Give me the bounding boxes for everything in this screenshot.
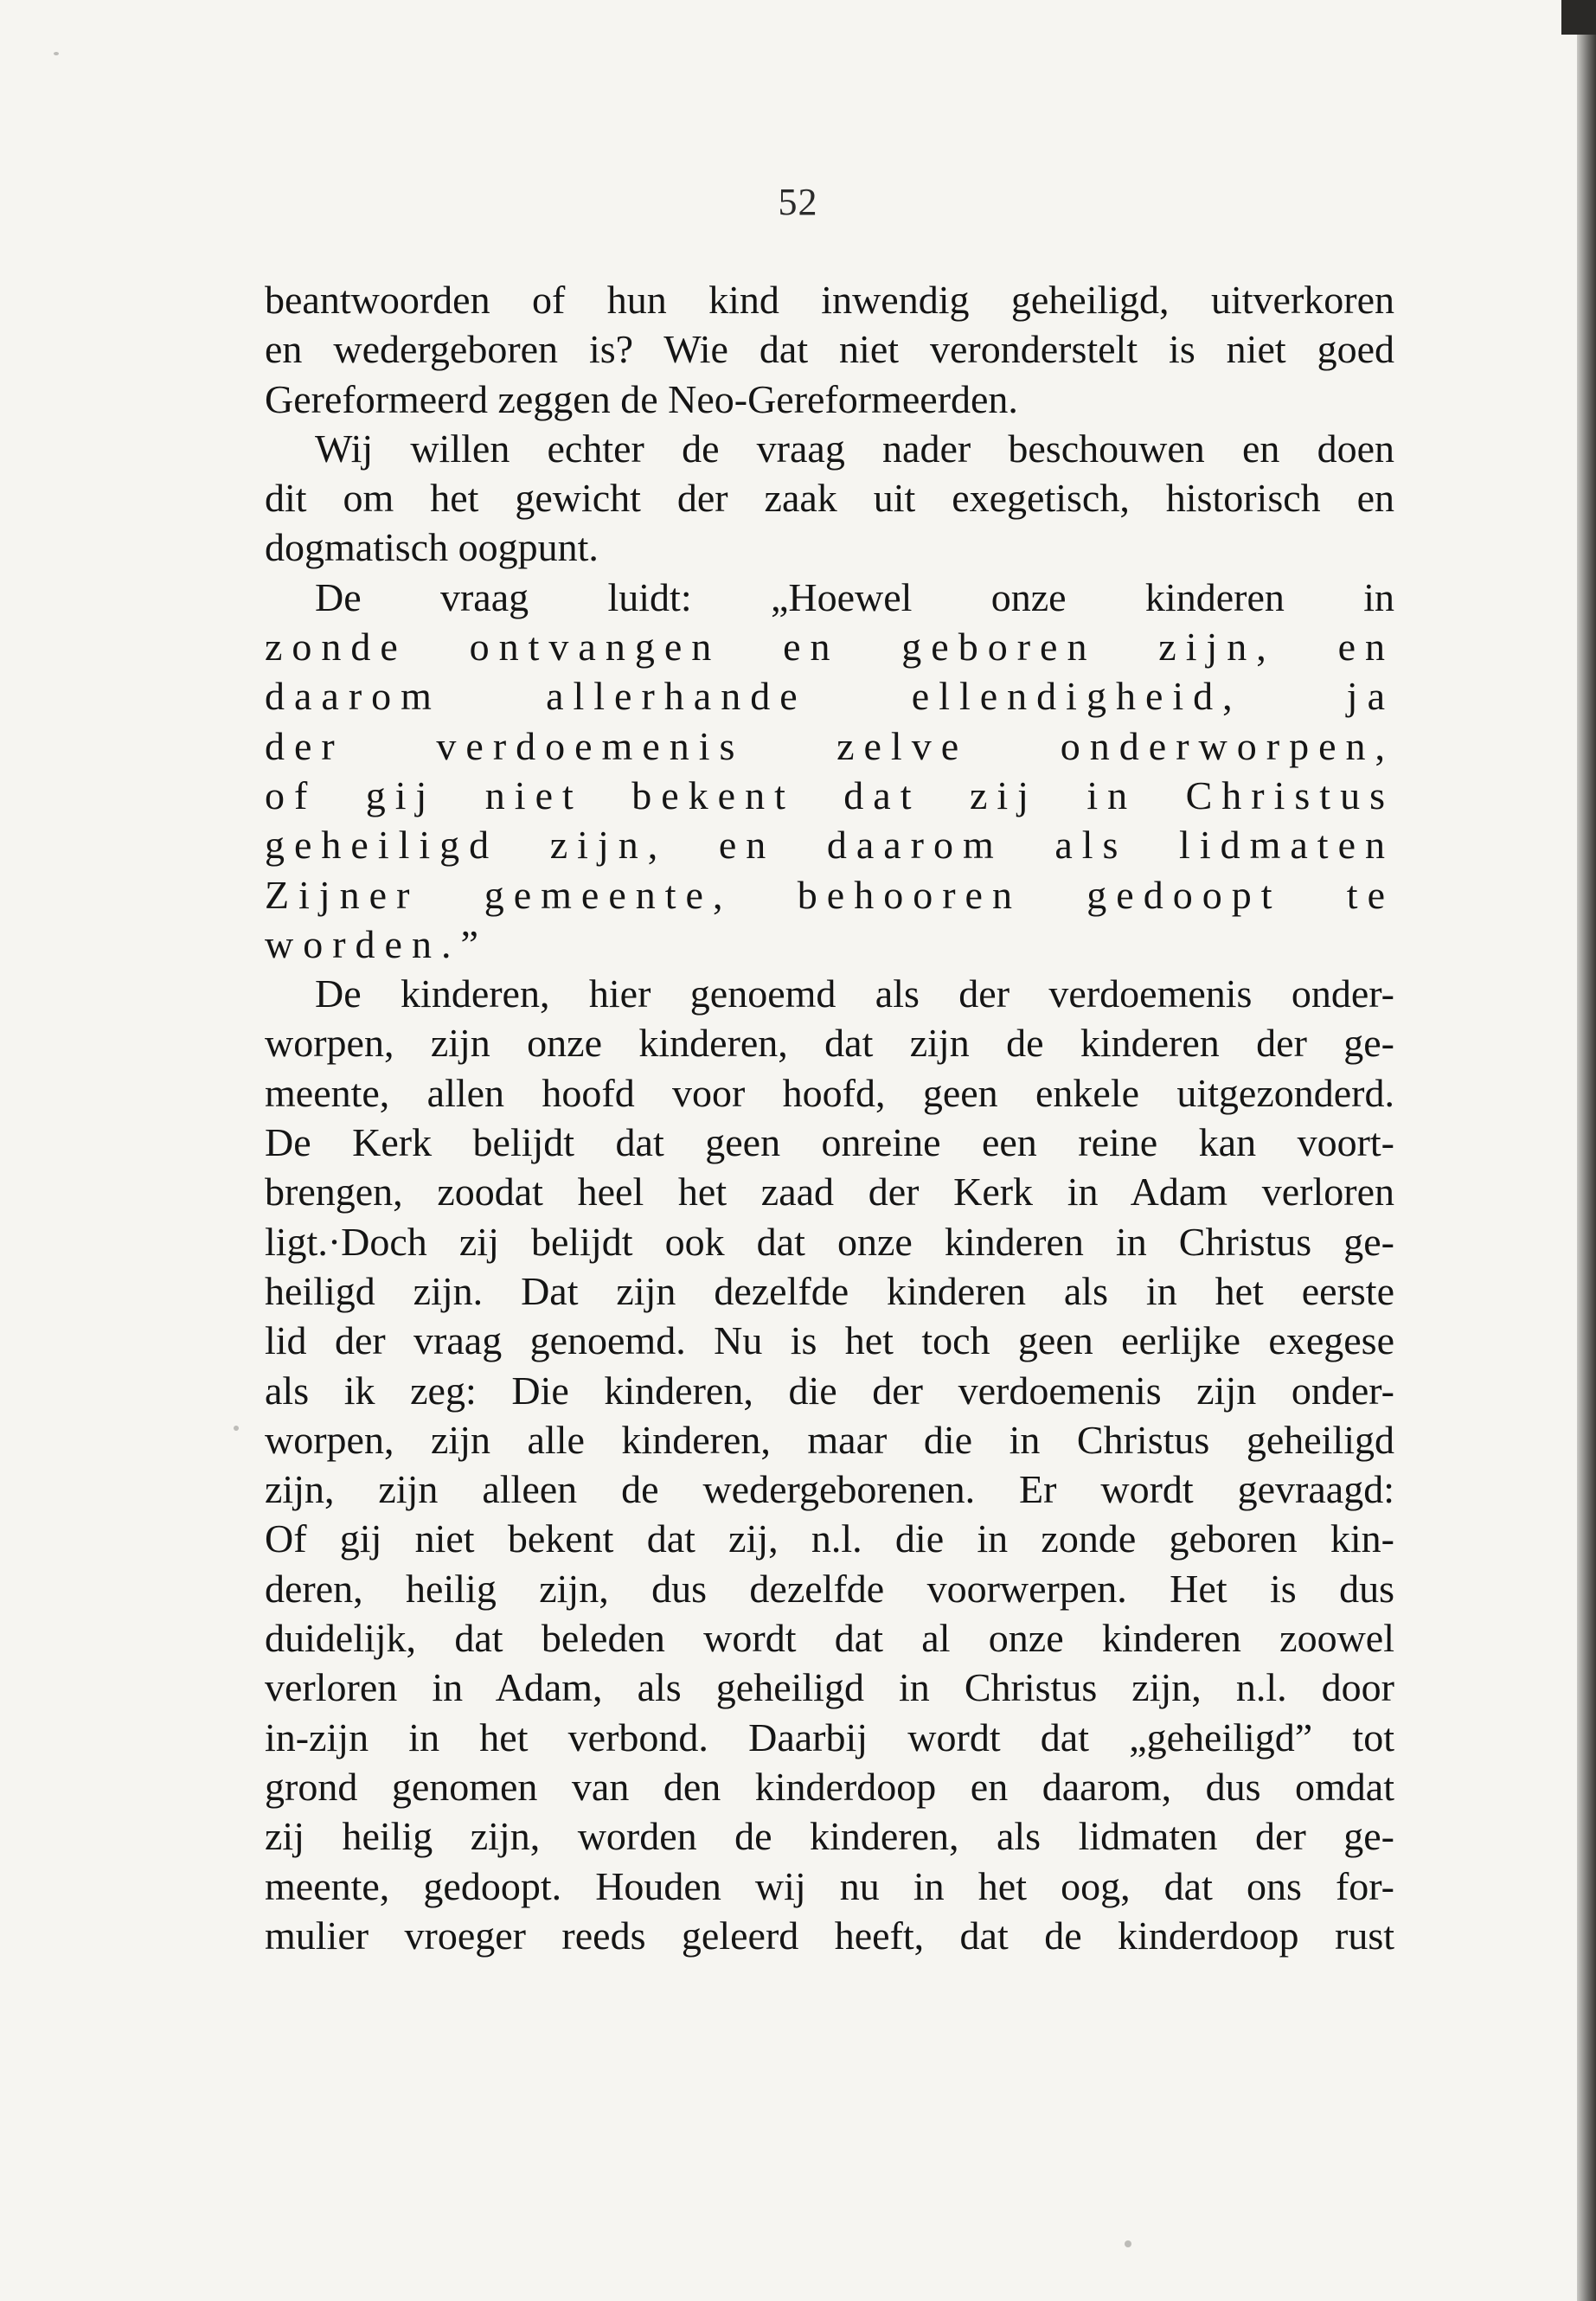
text-line: in-zijn in het verbond. Daarbij wordt dat „geheiligd” tot [265, 1715, 1394, 1759]
text-line: dogmatisch oogpunt. [265, 525, 599, 570]
text-line: verloren in Adam, als geheiligd in Christus zijn, n.l. door [265, 1665, 1394, 1710]
text-line: Wij willen echter de vraag nader beschouwen en doen [315, 426, 1394, 471]
text-line: De vraag luidt: „Hoewel onze kinderen in [315, 574, 1394, 619]
text-line: of gij niet bekent dat zij in Christus [265, 772, 1394, 817]
text-line: heiligd zijn. Dat zijn dezelfde kinderen als in het eerste [265, 1268, 1394, 1313]
text-line: zijn, zijn alleen de wedergeborenen. Er wordt gevraagd: [265, 1467, 1394, 1512]
text-line: ligt.·Doch zij belijdt ook dat onze kinderen in Christus ge- [265, 1219, 1394, 1264]
text-line: als ik zeg: Die kinderen, die der verdoemenis zijn onder- [265, 1368, 1394, 1413]
text-line: meente, allen hoofd voor hoofd, geen enkele uitgezonderd. [265, 1070, 1394, 1115]
text-line: worpen, zijn onze kinderen, dat zijn de kinderen der ge- [265, 1021, 1394, 1066]
text-line: en wedergeboren is? Wie dat niet veronderstelt is niet goed [265, 327, 1394, 372]
text-line: brengen, zoodat heel het zaad der Kerk in Adam verloren [265, 1170, 1394, 1215]
text-line: meente, gedoopt. Houden wij nu in het oog, dat ons for- [265, 1863, 1394, 1908]
text-line: der verdoemenis zelve onderworpen, [265, 723, 1394, 768]
text-line: worpen, zijn alle kinderen, maar die in Christus geheiligd [265, 1417, 1394, 1462]
text-line: deren, heilig zijn, dus dezelfde voorwerpen. Het is dus [265, 1566, 1394, 1611]
text-line: duidelijk, dat beleden wordt dat al onze kinderen zoowel [265, 1616, 1394, 1661]
text-line: zij heilig zijn, worden de kinderen, als lidmaten der ge- [265, 1814, 1394, 1859]
paper-speck [1125, 2240, 1131, 2247]
text-line: grond genomen van den kinderdoop en daarom, dus omdat [265, 1764, 1394, 1809]
text-line: geheiligd zijn, en daarom als lidmaten [265, 823, 1394, 868]
text-line: De Kerk belijdt dat geen onreine een reine kan voort- [265, 1120, 1394, 1165]
text-line: zonde ontvangen en geboren zijn, en [265, 625, 1394, 670]
text-line: mulier vroeger reeds geleerd heeft, dat de kinderdoop rust [265, 1913, 1394, 1958]
text-line: Zijner gemeente, behooren gedoopt te [265, 872, 1394, 917]
text-line: dit om het gewicht der zaak uit exegetisch, historisch en [265, 476, 1394, 521]
text-line: De kinderen, hier genoemd als der verdoemenis onder- [315, 971, 1394, 1016]
text-line: worden.” [265, 921, 488, 966]
paper-speck [234, 1426, 239, 1431]
text-line: Gereformeerd zeggen de Neo-Gereformeerden. [265, 376, 1018, 421]
page-corner-shadow [1561, 0, 1596, 35]
text-line: Of gij niet bekent dat zij, n.l. die in zonde geboren kin- [265, 1516, 1394, 1561]
text-line: lid der vraag genoemd. Nu is het toch geen eerlijke exegese [265, 1318, 1394, 1363]
text-line: daarom allerhande ellendigheid, ja [265, 674, 1394, 719]
text-line: beantwoorden of hun kind inwendig geheiligd, uitverkoren [265, 278, 1394, 322]
page-number: 52 [778, 181, 818, 223]
body-text [265, 275, 1394, 1960]
page-edge-shadow [1577, 0, 1596, 2301]
paper-speck [54, 52, 59, 55]
